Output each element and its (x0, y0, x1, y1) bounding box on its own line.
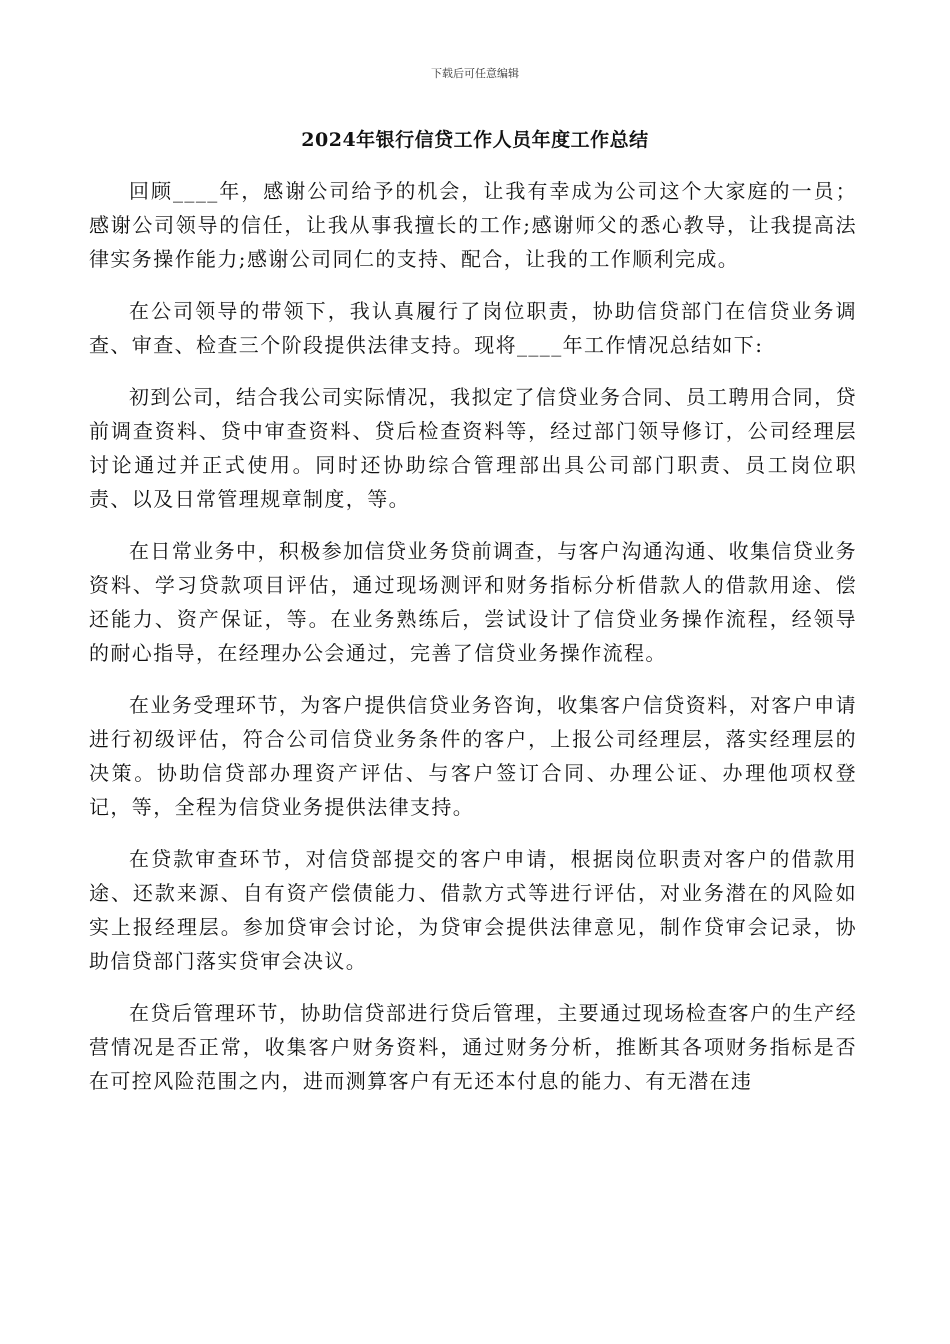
paragraph: 在贷款审查环节，对信贷部提交的客户申请，根据岗位职责对客户的借款用途、还款来源、自有资产偿债能力、借款方式等进行评估，对业务潜在的风险如实上报经理层。参加贷审会讨论，为贷审会提供法律意见，制作贷审会记录，协助信贷部门落实贷审会决议。 (89, 847, 857, 973)
paragraph: 在日常业务中，积极参加信贷业务贷前调查，与客户沟通沟通、收集信贷业务资料、学习贷款项目评估，通过现场测评和财务指标分析借款人的借款用途、偿还能力、资产保证，等。在业务熟练后，尝试设计了信贷业务操作流程，经领导的耐心指导，在经理办公会通过，完善了信贷业务操作流程。 (89, 539, 857, 665)
paragraph: 在贷后管理环节，协助信贷部进行贷后管理，主要通过现场检查客户的生产经营情况是否正常，收集客户财务资料，通过财务分析，推断其各项财务指标是否在可控风险范围之内，进而测算客户有无还本付息的能力、有无潜在违 (89, 1001, 857, 1093)
paragraph: 回顾____年，感谢公司给予的机会，让我有幸成为公司这个大家庭的一员；感谢公司领导的信任，让我从事我擅长的工作;感谢师父的悉心教导，让我提高法律实务操作能力;感谢公司同仁的支持、配合，让我的工作顺利完成。 (89, 179, 857, 271)
paragraph: 在业务受理环节，为客户提供信贷业务咨询，收集客户信贷资料，对客户申请进行初级评估，符合公司信贷业务条件的客户，上报公司经理层，落实经理层的决策。协助信贷部办理资产评估、与客户签订合同、办理公证、办理他项权登记，等，全程为信贷业务提供法律支持。 (89, 693, 857, 819)
document-body (89, 174, 857, 1116)
paragraph: 初到公司，结合我公司实际情况，我拟定了信贷业务合同、员工聘用合同，贷前调查资料、贷中审查资料、贷后检查资料等，经过部门领导修订，公司经理层讨论通过并正式使用。同时还协助综合管理部出具公司部门职责、员工岗位职责、以及日常管理规章制度，等。 (89, 385, 857, 511)
header-note: 下载后可任意编辑 (431, 67, 519, 80)
document-title: 2024年银行信贷工作人员年度工作总结 (301, 129, 649, 151)
paragraph: 在公司领导的带领下，我认真履行了岗位职责，协助信贷部门在信贷业务调查、审查、检查三个阶段提供法律支持。现将____年工作情况总结如下: (89, 299, 857, 357)
